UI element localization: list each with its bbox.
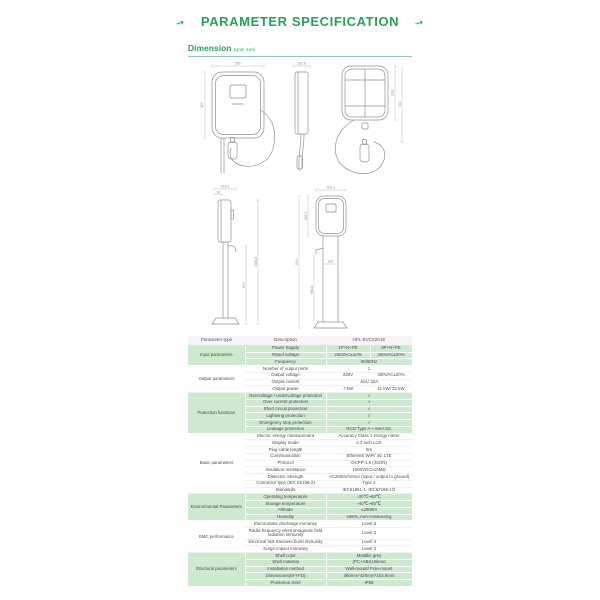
value-cell: 16A/ 32A <box>326 379 412 386</box>
value-cell: 11 kW/ 22 kW <box>370 386 412 393</box>
spec-table <box>188 336 413 587</box>
value-cell: √ <box>326 413 412 420</box>
pole-mount-side-drawing <box>198 184 273 332</box>
value-cell: 1 <box>326 366 412 373</box>
dimension-unit-note: (unit: mm) <box>233 48 256 53</box>
value-cell: Type 2 <box>326 480 412 487</box>
group-label: Environmental Parameters <box>188 494 245 521</box>
description-cell: Radio-frequency electromagnetic field radiation immunity <box>245 528 326 540</box>
value-cell: Ethernet/ WiFi/ 4G LTE <box>326 453 412 460</box>
value-cell: IEC61851-1, IEC62196-1/2 <box>326 487 412 494</box>
dimension-label: 788.8 <box>309 285 314 295</box>
description-cell: Standards <box>245 487 326 494</box>
value-cell: AC2500V/10mA (input / output to ground) <box>326 474 412 481</box>
dimension-label-text: Dimension <box>188 43 232 53</box>
table-row <box>188 553 412 560</box>
value-cell: Level 4 <box>326 539 412 546</box>
description-cell: Power Supply <box>245 345 326 352</box>
value-cell: (PC+ABS)-Blend <box>326 559 412 566</box>
value-cell: OCPP-1.6 (JSON) <box>326 460 412 467</box>
description-cell: Display mode <box>245 440 326 447</box>
value-cell: IP55 <box>326 580 412 587</box>
description-cell: Storage temperature <box>245 501 326 508</box>
table-row <box>188 494 412 501</box>
description-cell: Output current <box>245 379 326 386</box>
deco-squiggle-arrow-icon: ⇝ <box>174 16 187 31</box>
value-cell: √ <box>326 393 412 400</box>
page-title-row <box>0 14 600 29</box>
table-row <box>188 345 412 352</box>
description-cell: Electrical fast transient burst immunity <box>245 539 326 546</box>
description-cell: Overvoltage / undervoltage protection <box>245 393 326 400</box>
dimension-label: 360 <box>235 61 241 66</box>
dimension-label: 600 <box>241 282 246 288</box>
dimension-label: 233 <box>390 90 395 96</box>
description-cell: Humidity <box>245 514 326 521</box>
description-cell: Short circuit protection <box>245 406 326 413</box>
col-header-parameter-type: Parameter type <box>188 336 245 345</box>
description-cell: Connector type (IEC 62196-2) <box>245 480 326 487</box>
value-cell: √ <box>326 420 412 427</box>
group-label: Basic parameters <box>188 433 245 494</box>
group-label: EMC performance <box>188 521 245 553</box>
table-row <box>188 433 412 440</box>
group-label: Structural parameters <box>188 553 245 587</box>
dimension-label: 60 <box>216 190 221 195</box>
dimension-label: 1500 <box>294 258 299 266</box>
description-cell: Plug cable length <box>245 447 326 454</box>
table-row <box>188 393 412 400</box>
dimension-label: 1463.8 <box>253 256 258 268</box>
value-cell: Level 3 <box>326 528 412 540</box>
group-label: Protection functions <box>188 393 245 434</box>
description-cell: Over current protection <box>245 399 326 406</box>
dimension-label: 402.3 <box>326 185 336 190</box>
col-header-description: Description <box>245 336 326 345</box>
value-cell: ≤2000m <box>326 507 412 514</box>
value-cell: RCD Type A + 6mA DC <box>326 426 412 433</box>
value-cell: 230V <box>326 372 370 379</box>
value-cell: 1000VDC≥10MΩ <box>326 467 412 474</box>
value-cell: Level 3 <box>326 546 412 553</box>
description-cell: Electric energy measurement <box>245 433 326 440</box>
description-cell: Dielectric Strength <box>245 474 326 481</box>
dimension-label: 433.0 <box>303 211 308 221</box>
description-cell: Shell material <box>245 559 326 566</box>
wall-mount-rear-drawing <box>316 58 408 182</box>
dimension-label: 420 <box>200 102 205 108</box>
description-cell: Shell color <box>245 553 326 560</box>
value-cell: 7 kW <box>326 386 370 393</box>
description-cell: Leakage protection <box>245 426 326 433</box>
dimension-label: 216.9 <box>220 184 230 189</box>
dimension-section-label <box>188 43 255 53</box>
value-cell: -40℃~80℃ <box>326 501 412 508</box>
value-cell: 4.3 inch LCD <box>326 440 412 447</box>
value-cell: 400VAC±20% <box>370 352 412 359</box>
description-cell: Communication <box>245 453 326 460</box>
pole-mount-front-drawing <box>290 184 370 332</box>
description-cell: Operating temperature <box>245 494 326 501</box>
value-cell: 5m <box>326 447 412 454</box>
value-cell: ≤95%, non-condensing <box>326 514 412 521</box>
value-cell: 400VAC±20% <box>370 372 412 379</box>
deco-squiggle-arrow-icon: ⇝ <box>413 16 426 31</box>
description-cell: Output voltage <box>245 372 326 379</box>
description-cell: Surge impact immunity <box>245 546 326 553</box>
description-cell: Frequency <box>245 359 326 366</box>
table-row <box>188 521 412 528</box>
value-cell: 230VAC±10% <box>326 352 370 359</box>
table-row <box>188 366 412 373</box>
page-title: PARAMETER SPECIFICATION <box>200 14 400 29</box>
description-cell: Lightning protection <box>245 413 326 420</box>
group-label: Input parameters <box>188 345 245 365</box>
description-cell: Insulation resistance <box>245 467 326 474</box>
description-cell: Protection level <box>245 580 326 587</box>
description-cell: Output power <box>245 386 326 393</box>
value-cell: 50/60Hz <box>326 359 412 366</box>
value-cell: 1P+N+PE <box>326 345 370 352</box>
description-cell: Emergency stop protection <box>245 420 326 427</box>
spec-table-container <box>188 336 412 587</box>
value-cell: Metallic grey <box>326 553 412 560</box>
dimension-label: 153.8 <box>297 61 306 66</box>
group-label: Output parameters <box>188 366 245 393</box>
spec-table-body <box>188 345 412 586</box>
value-cell: -30℃~60℃ <box>326 494 412 501</box>
table-header-row <box>188 336 412 345</box>
dimension-label: 350 <box>397 101 402 107</box>
value-cell: 360mm*420mm*153.8mm <box>326 573 412 580</box>
description-cell: Rated voltage <box>245 352 326 359</box>
description-cell: Electrostatic discharge immunity <box>245 521 326 528</box>
value-cell: √ <box>326 406 412 413</box>
description-cell: Number of output ports <box>245 366 326 373</box>
wall-mount-side-drawing <box>286 60 316 180</box>
description-cell: Altitude <box>245 507 326 514</box>
wall-mount-front-drawing <box>198 60 283 180</box>
value-cell: Level 3 <box>326 521 412 528</box>
description-cell: Installation method <box>245 566 326 573</box>
description-cell: Dimensions(W*H*D) <box>245 573 326 580</box>
dimension-label: 180 <box>327 259 334 264</box>
col-header-model: HFL-EVC2201E <box>326 336 412 345</box>
value-cell: Accuracy Class 1 energy meter <box>326 433 412 440</box>
value-cell: √ <box>326 399 412 406</box>
description-cell: Protocol <box>245 460 326 467</box>
value-cell: Wall-mount/ Pole-mount <box>326 566 412 573</box>
value-cell: 3P+N+PE <box>370 345 412 352</box>
section-divider <box>188 56 412 57</box>
